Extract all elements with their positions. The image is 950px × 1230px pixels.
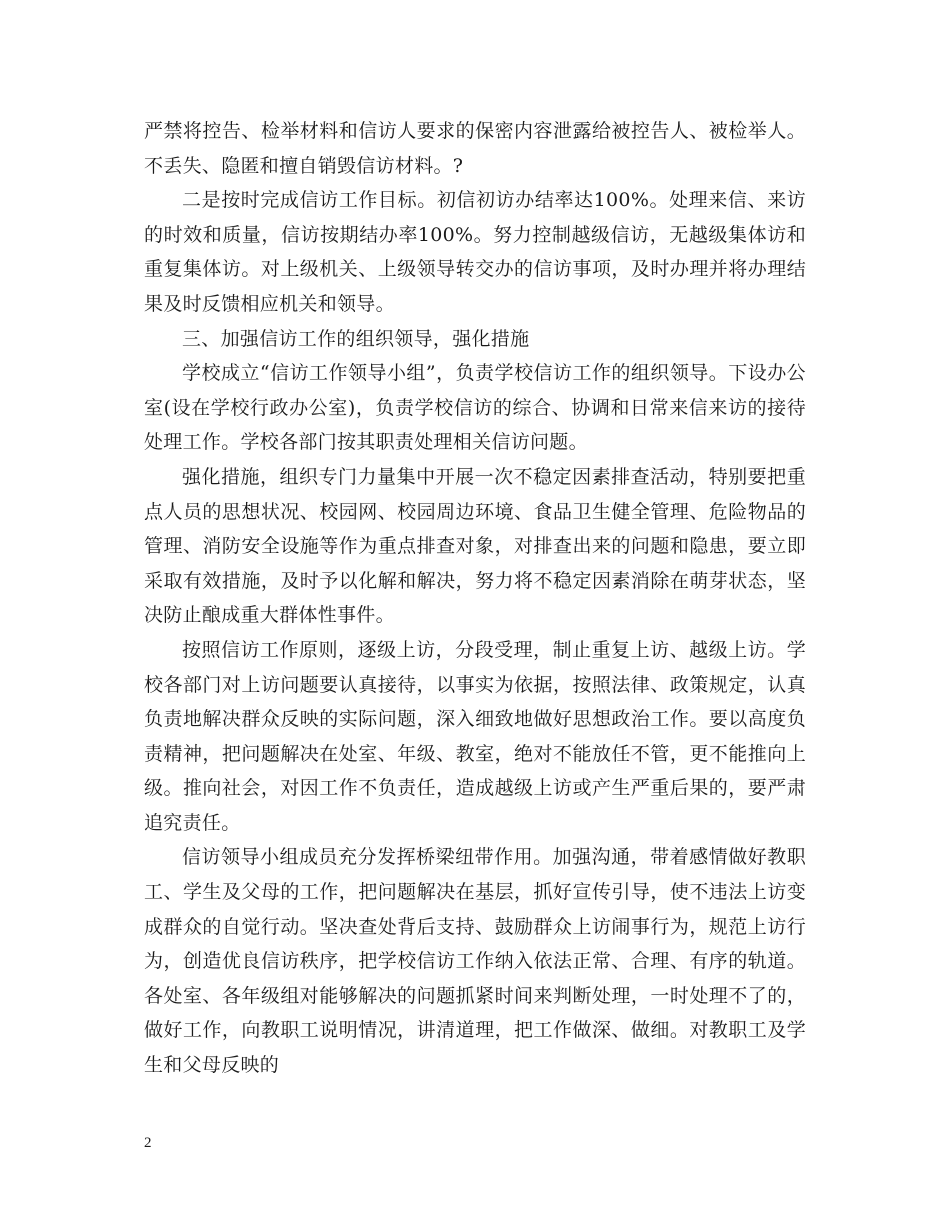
paragraph-1: 严禁将控告、检举材料和信访人要求的保密内容泄露给被控告人、被检举人。不丢失、隐匿和擅自销毁信访材料。? xyxy=(144,120,806,177)
paragraph-2: 二是按时完成信访工作目标。初信初访办结率达100%。处理来信、来访的时效和质量，信访按期结办率100%。努力控制越级信访，无越级集体访和重复集体访。对上级机关、上级领导转交办的信访事项，及时办理并将办理结果及时反馈相应机关和领导。 xyxy=(144,189,806,315)
paragraph-5: 强化措施，组织专门力量集中开展一次不稳定因素排查活动，特别要把重点人员的思想状况、校园网、校园周边环境、食品卫生健全管理、危险物品的管理、消防安全设施等作为重点排查对象，对排查出来的问题和隐患，要立即采取有效措施，及时予以化解和解决，努力将不稳定因素消除在萌芽状态，坚决防止酿成重大群体性事件。 xyxy=(144,465,806,627)
section-heading: 三、加强信访工作的组织领导，强化措施 xyxy=(182,327,530,350)
page-number: 2 xyxy=(144,1135,152,1151)
paragraph-4: 学校成立“信访工作领导小组”，负责学校信访工作的组织领导。下设办公室(设在学校行政办公室)，负责学校信访的综合、协调和日常来信来访的接待处理工作。学校各部门按其职责处理相关信访问题。 xyxy=(144,362,806,454)
paragraph-7: 信访领导小组成员充分发挥桥梁纽带作用。加强沟通，带着感情做好教职工、学生及父母的工作，把问题解决在基层，抓好宣传引导，使不违法上访变成群众的自觉行动。坚决查处背后支持、鼓励群众上访闹事行为，规范上访行为，创造优良信访秩序，把学校信访工作纳入依法正常、合理、有序的轨道。 各处室、各年级组对能够解决的问题抓紧时间来判断处理，一时处理不了的，做好工作，向教职工说明情况，讲清道理，把工作做深、做细。对教职工及学生和父母反映的 xyxy=(144,846,806,1077)
paragraph-6: 按照信访工作原则，逐级上访，分段受理，制止重复上访、越级上访。学校各部门对上访问题要认真接待，以事实为依据，按照法律、政策规定，认真负责地解决群众反映的实际问题，深入细致地做好思想政治工作。要以高度负责精神，把问题解决在处室、年级、教室，绝对不能放任不管，更不能推向上级。推向社会，对因工作不负责任，造成越级上访或产生严重后果的，要严肃追究责任。 xyxy=(144,638,806,834)
document-body xyxy=(144,114,806,1083)
